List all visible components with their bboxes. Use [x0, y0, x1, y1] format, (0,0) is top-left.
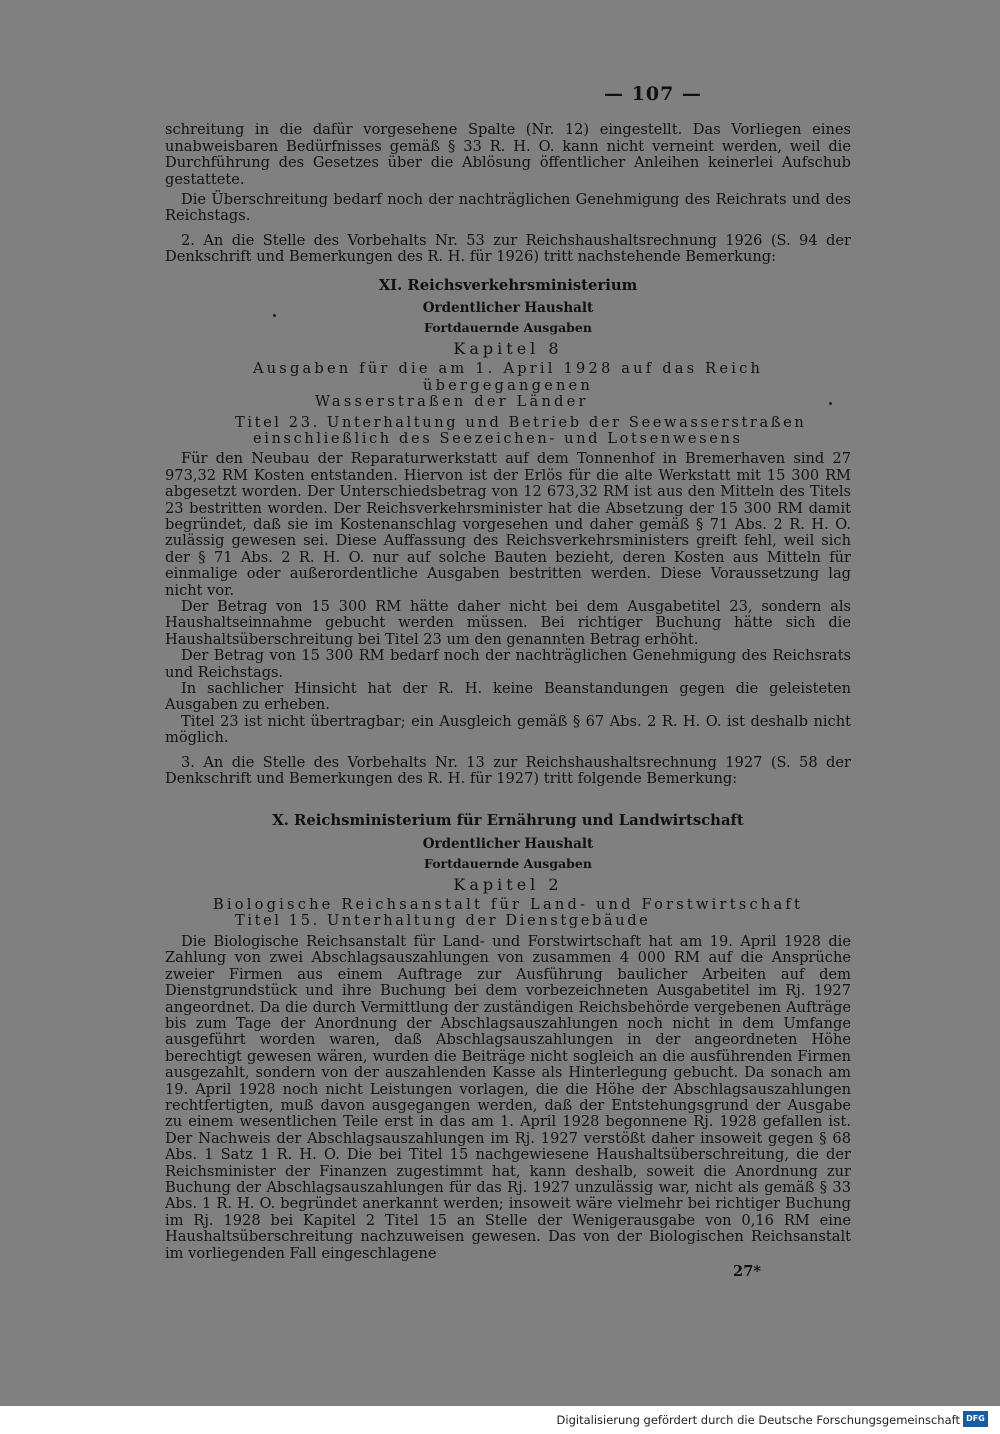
paragraph: In sachlicher Hinsicht hat der R. H. keine Beanstandungen gegen die geleisteten Ausgaben zu erheben.: [165, 680, 851, 714]
chapter-heading: Kapitel 2: [453, 874, 563, 894]
paragraph: Der Betrag von 15 300 RM bedarf noch der nachträglichen Genehmigung des Reichsrats und Reichstags.: [165, 647, 851, 681]
scan-speck: [829, 402, 832, 405]
funding-credit: Digitalisierung gefördert durch die Deutsche Forschungsgemeinschaft: [556, 1413, 960, 1427]
title-heading: Titel 23. Unterhaltung und Betrieb der Seewasserstraßen: [235, 413, 807, 431]
title-heading: Titel 15. Unterhaltung der Dienstgebäude: [235, 912, 651, 930]
dfg-logo: DFG: [963, 1411, 988, 1427]
footer-bar: [0, 1406, 1000, 1434]
paragraph: 2. An die Stelle des Vorbehalts Nr. 53 zur Reichshaushaltsrechnung 1926 (S. 94 der Denkschrift und Bemerkungen des R. H. für 1926) tritt nachstehende Bemerkung:: [165, 231, 851, 266]
paragraph: Für den Neubau der Reparaturwerkstatt auf dem Tonnenhof in Bremerhaven sind 27 973,32 RM Kosten entstanden. Hiervon ist der Erlös für die alte Werkstatt mit 15 300 RM abgesetzt worden. Der Unterschiedsbetrag von 12 673,32 RM ist aus den Mitteln des Titels 23 bestritten worden. Der Reichsverkehrsminister hat die Absetzung der 15 300 RM damit begründet, daß sie im Kostenanschlag vorgesehen und daher gemäß § 71 Abs. 2 R. H. O. zulässig gewesen sei. Diese Auffassung des Reichsverkehrsministers greift fehl, weil sich der § 71 Abs. 2 R. H. O. nur auf solche Bauten bezieht, deren Kosten aus Mitteln für einmalige oder außerordentliche Ausgaben bestritten werden. Diese Voraussetzung lag nicht vor.: [165, 450, 851, 599]
page-number: — 107 —: [604, 83, 702, 105]
signature-mark: 27*: [733, 1263, 761, 1280]
title-heading: einschließlich des Seezeichen- und Lotsenwesens: [253, 429, 743, 447]
chapter-title: Ausgaben für die am 1. April 1928 auf das Reich übergegangenen: [252, 360, 764, 394]
expenses-heading: Fortdauernde Ausgaben: [424, 320, 592, 336]
chapter-title: Biologische Reichsanstalt für Land- und Forstwirtschaft: [212, 896, 804, 914]
budget-heading: Ordentlicher Haushalt: [422, 835, 594, 852]
paragraph: Die Biologische Reichsanstalt für Land- und Forstwirtschaft hat am 19. April 1928 die Zahlung von zwei Abschlagsauszahlungen von zusammen 4 000 RM auf die Ansprüche zweier Firmen aus einem Auftrage zur Ausführung baulicher Arbeiten auf dem Dienstgrundstück und ihre Buchung bei dem vorbezeichneten Ausgabetitel im Rj. 1927 angeordnet. Da die durch Vermittlung der zuständigen Reichsbehörde vergebenen Aufträge bis zum Tage der Anordnung der Abschlagsauszahlungen noch nicht in dem Umfange ausgeführt worden waren, daß Abschlagsauszahlungen in der angeordneten Höhe berechtigt gewesen wären, wurden die Beiträge nicht sogleich an die ausführenden Firmen ausgezahlt, sondern von der auszahlenden Kasse als Hinterlegung gebucht. Da sonach am 19. April 1928 noch nicht Leistungen vorlagen, die die Höhe der Abschlagsauszahlungen rechtfertigten, muß davon ausgegangen werden, daß der Entstehungsgrund der Ausgabe zu einem wesentlichen Teile erst in das am 1. April 1928 begonnene Rj. 1928 gefallen ist. Der Nachweis der Abschlagsauszahlungen im Rj. 1927 verstößt daher insoweit gegen § 68 Abs. 1 Satz 1 R. H. O. Die bei Titel 15 nachgewiesene Haushaltsüberschreitung, die der Reichsminister der Finanzen zugestimmt hat, kann deshalb, soweit die Anordnung zur Buchung der Abschlagsauszahlungen für das Rj. 1927 unzulässig war, nicht als gemäß § 33 Abs. 1 R. H. O. begründet anerkannt werden; insoweit wäre vielmehr bei richtiger Buchung im Rj. 1928 bei Kapitel 2 Titel 15 an Stelle der Wenigerausgabe von 0,16 RM eine Haushaltsüberschreitung nachzuweisen gewesen. Das von der Biologischen Reichsanstalt im vorliegenden Fall eingeschlagene: [165, 932, 851, 1262]
department-heading: X. Reichsministerium für Ernährung und Landwirtschaft: [272, 812, 744, 830]
document-page: [165, 82, 851, 1280]
paragraph: Die Überschreitung bedarf noch der nachträglichen Genehmigung des Reichrats und des Reichstags.: [165, 191, 851, 225]
chapter-title: Wasserstraßen der Länder: [315, 393, 589, 411]
paragraph: 3. An die Stelle des Vorbehalts Nr. 13 zur Reichshaushaltsrechnung 1927 (S. 58 der Denkschrift und Bemerkungen des R. H. für 1927) tritt folgende Bemerkung:: [165, 753, 851, 788]
chapter-heading: Kapitel 8: [453, 338, 563, 358]
budget-heading: Ordentlicher Haushalt: [422, 300, 594, 317]
scan-speck: [273, 314, 276, 317]
expenses-heading: Fortdauernde Ausgaben: [424, 856, 592, 872]
department-heading: XI. Reichsverkehrsministerium: [378, 276, 638, 294]
paragraph: Der Betrag von 15 300 RM hätte daher nicht bei dem Ausgabetitel 23, sondern als Haushaltseinnahme gebucht werden müssen. Bei richtiger Buchung hätte sich die Haushaltsüberschreitung bei Titel 23 um den genannten Betrag erhöht.: [165, 597, 851, 648]
paragraph: Titel 23 ist nicht übertragbar; ein Ausgleich gemäß § 67 Abs. 2 R. H. O. ist deshalb nicht möglich.: [165, 712, 851, 747]
paragraph: schreitung in die dafür vorgesehene Spalte (Nr. 12) eingestellt. Das Vorliegen eines unabweisbaren Bedürfnisses gemäß § 33 R. H. O. kann nicht verneint werden, weil die Durchführung des Gesetzes über die Ablösung öffentlicher Anleihen keinerlei Aufschub gestattete.: [165, 121, 851, 188]
